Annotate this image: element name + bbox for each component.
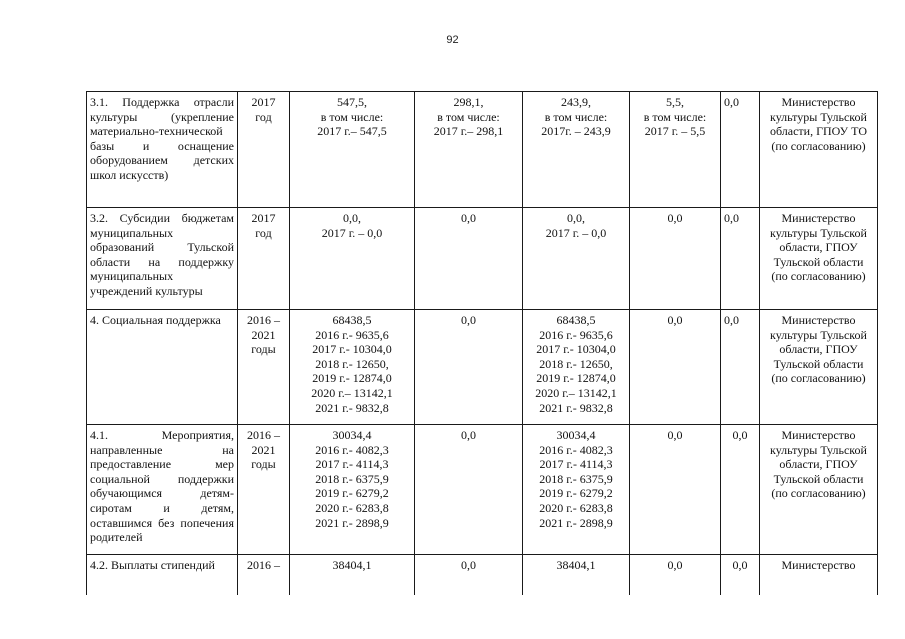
federal-funding-cell: 0,0 bbox=[415, 425, 523, 555]
period-cell: 2017 год bbox=[238, 208, 290, 310]
total-funding-cell: 30034,4 2016 г.- 4082,3 2017 г.- 4114,3 2018 г.- 6375,9 2019 г.- 6279,2 2020 г.- 6283,8 2021 г.- 2898,9 bbox=[290, 425, 415, 555]
total-funding-cell: 38404,1 bbox=[290, 555, 415, 595]
other-funding-cell: 0,0 bbox=[721, 555, 760, 595]
regional-funding-cell: 38404,1 bbox=[523, 555, 630, 595]
period-cell: 2017 год bbox=[238, 92, 290, 208]
other-funding-cell: 0,0 bbox=[721, 425, 760, 555]
local-funding-cell: 5,5, в том числе: 2017 г. – 5,5 bbox=[630, 92, 721, 208]
table-row bbox=[87, 92, 878, 208]
measure-name-cell: 3.1. Поддержка отрасли культуры (укрепление материально-технической базы и оснащение оборудованием детских школ искусств) bbox=[87, 92, 238, 208]
federal-funding-cell: 0,0 bbox=[415, 310, 523, 425]
table-row bbox=[87, 555, 878, 595]
period-cell: 2016 – bbox=[238, 555, 290, 595]
executor-cell: Министерство культуры Тульской области, ГПОУ Тульской области (по согласованию) bbox=[760, 208, 878, 310]
period-cell: 2016 – 2021 годы bbox=[238, 310, 290, 425]
executor-cell: Министерство культуры Тульской области, ГПОУ Тульской области (по согласованию) bbox=[760, 425, 878, 555]
table-row bbox=[87, 310, 878, 425]
local-funding-cell: 0,0 bbox=[630, 425, 721, 555]
federal-funding-cell: 298,1, в том числе: 2017 г.– 298,1 bbox=[415, 92, 523, 208]
local-funding-cell: 0,0 bbox=[630, 555, 721, 595]
federal-funding-cell: 0,0 bbox=[415, 555, 523, 595]
program-funding-table bbox=[86, 91, 878, 595]
executor-cell: Министерство культуры Тульской области, ГПОУ Тульской области (по согласованию) bbox=[760, 310, 878, 425]
regional-funding-cell: 243,9, в том числе: 2017г. – 243,9 bbox=[523, 92, 630, 208]
other-funding-cell: 0,0 bbox=[721, 92, 760, 208]
executor-cell: Министерство культуры Тульской области, ГПОУ ТО (по согласованию) bbox=[760, 92, 878, 208]
other-funding-cell: 0,0 bbox=[721, 310, 760, 425]
local-funding-cell: 0,0 bbox=[630, 310, 721, 425]
federal-funding-cell: 0,0 bbox=[415, 208, 523, 310]
regional-funding-cell: 0,0, 2017 г. – 0,0 bbox=[523, 208, 630, 310]
table-row bbox=[87, 208, 878, 310]
measure-name-cell: 4.2. Выплаты стипендий bbox=[87, 555, 238, 595]
total-funding-cell: 68438,5 2016 г.- 9635,6 2017 г.- 10304,0 2018 г.- 12650, 2019 г.- 12874,0 2020 г.– 13142,1 2021 г.- 9832,8 bbox=[290, 310, 415, 425]
regional-funding-cell: 68438,5 2016 г.- 9635,6 2017 г.- 10304,0 2018 г.- 12650, 2019 г.- 12874,0 2020 г.– 13142,1 2021 г.- 9832,8 bbox=[523, 310, 630, 425]
measure-name-cell: 3.2. Субсидии бюджетам муниципальных образований Тульской области на поддержку муниципальных учреждений культуры bbox=[87, 208, 238, 310]
measure-name-cell: 4. Социальная поддержка bbox=[87, 310, 238, 425]
local-funding-cell: 0,0 bbox=[630, 208, 721, 310]
table-row bbox=[87, 425, 878, 555]
total-funding-cell: 0,0, 2017 г. – 0,0 bbox=[290, 208, 415, 310]
measure-name-cell: 4.1. Мероприятия, направленные на предоставление мер социальной поддержки обучающимся детям-сиротам и детям, оставшимся без попечения родителей bbox=[87, 425, 238, 555]
total-funding-cell: 547,5, в том числе: 2017 г.– 547,5 bbox=[290, 92, 415, 208]
page-number: 92 bbox=[446, 34, 459, 46]
other-funding-cell: 0,0 bbox=[721, 208, 760, 310]
period-cell: 2016 – 2021 годы bbox=[238, 425, 290, 555]
regional-funding-cell: 30034,4 2016 г.- 4082,3 2017 г.- 4114,3 2018 г.- 6375,9 2019 г.- 6279,2 2020 г.- 6283,8 2021 г.- 2898,9 bbox=[523, 425, 630, 555]
executor-cell: Министерство bbox=[760, 555, 878, 595]
